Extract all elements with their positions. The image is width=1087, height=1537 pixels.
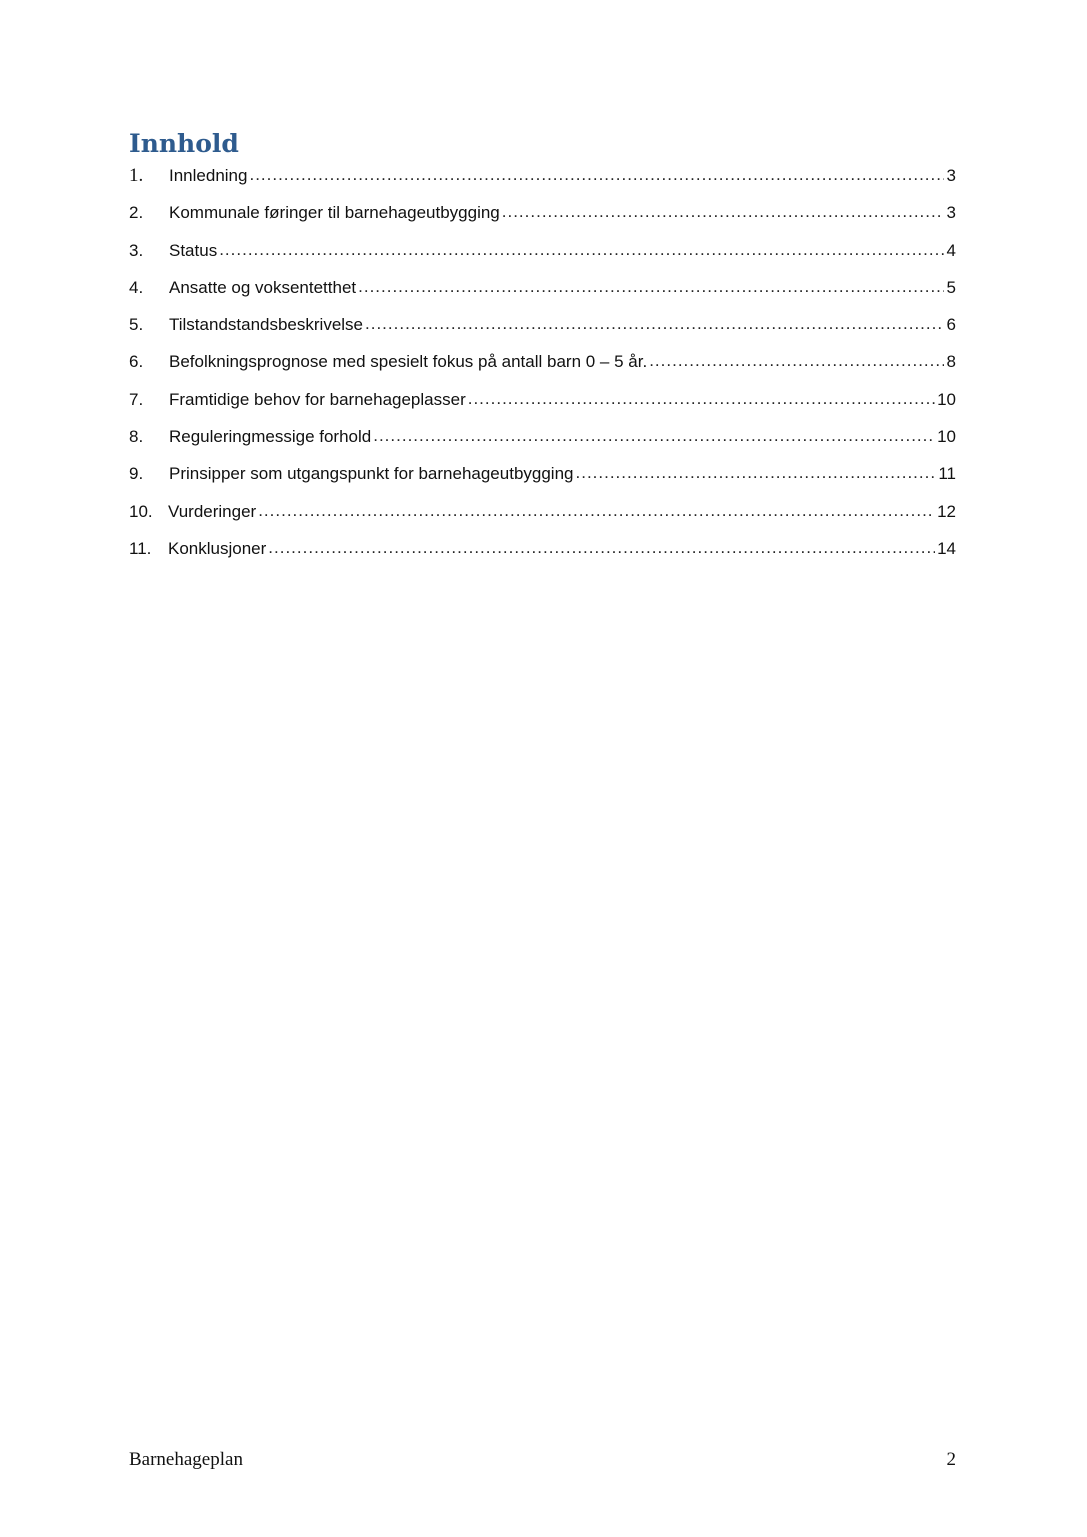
footer-document-title: Barnehageplan (129, 1449, 243, 1470)
toc-entry-title[interactable]: Innledning (169, 166, 248, 185)
toc-dot-leader (649, 345, 944, 377)
toc-entry[interactable] (129, 458, 956, 495)
toc-entry-page[interactable]: 4 (946, 240, 956, 260)
toc-dot-leader (468, 383, 935, 415)
toc-entry[interactable] (129, 384, 956, 421)
toc-dot-leader (268, 532, 935, 564)
toc-entry[interactable] (129, 160, 956, 197)
toc-entry-title[interactable]: Befolkningsprognose med spesielt fokus på antall barn 0 – 5 år. (169, 352, 648, 372)
toc-entry-page[interactable]: 8 (946, 352, 956, 372)
toc-entry-title[interactable]: Prinsipper som utgangspunkt for barnehageutbygging (169, 464, 574, 484)
footer-page-number: 2 (946, 1449, 956, 1470)
toc-dot-leader (502, 196, 944, 228)
table-of-contents (129, 160, 956, 570)
toc-entry-page[interactable]: 6 (946, 315, 956, 335)
toc-entry[interactable] (129, 421, 956, 458)
toc-dot-leader (249, 159, 944, 191)
toc-entry-page[interactable]: 11 (938, 464, 956, 484)
toc-dot-leader (373, 420, 935, 452)
toc-dot-leader (365, 308, 944, 340)
toc-entry[interactable] (129, 346, 956, 383)
toc-entry-number: 9. (129, 464, 144, 484)
toc-entry[interactable] (129, 272, 956, 309)
toc-dot-leader (576, 457, 937, 489)
toc-entry-title[interactable]: Konklusjoner (168, 538, 267, 558)
toc-entry-page[interactable]: 5 (946, 277, 956, 297)
toc-entry-page[interactable]: 14 (937, 538, 956, 558)
toc-entry[interactable] (129, 235, 956, 272)
toc-entry[interactable] (129, 197, 956, 234)
toc-entry-title[interactable]: Tilstandstandsbeskrivelse (169, 315, 364, 335)
toc-entry-title[interactable]: Vurderinger (168, 501, 257, 521)
toc-entry-page[interactable]: 12 (937, 501, 956, 521)
toc-entry-number: 2. (129, 203, 144, 223)
toc-entry[interactable] (129, 496, 956, 533)
toc-heading: Innhold (129, 129, 239, 158)
toc-entry-number: 11. (129, 538, 152, 558)
toc-entry-number: 5. (129, 315, 144, 335)
toc-entry-title[interactable]: Framtidige behov for barnehageplasser (169, 389, 466, 409)
toc-entry-number: 1. (129, 165, 144, 186)
toc-entry-page[interactable]: 10 (937, 427, 956, 447)
toc-entry-number: 3. (129, 240, 144, 260)
toc-entry-number: 8. (129, 427, 144, 447)
toc-entry-title[interactable]: Reguleringmessige forhold (169, 427, 372, 447)
toc-entry-page[interactable]: 3 (946, 203, 956, 223)
toc-entry-title[interactable]: Ansatte og voksentetthet (169, 277, 357, 297)
toc-entry[interactable] (129, 309, 956, 346)
toc-entry-number: 10. (129, 501, 153, 521)
toc-entry-number: 6. (129, 352, 144, 372)
toc-dot-leader (219, 234, 944, 266)
toc-entry-title[interactable]: Kommunale føringer til barnehageutbygging (169, 203, 500, 223)
toc-entry-page[interactable]: 3 (946, 166, 956, 185)
toc-entry[interactable] (129, 533, 956, 570)
toc-entry-page[interactable]: 10 (937, 389, 956, 409)
toc-dot-leader (358, 271, 944, 303)
toc-entry-number: 7. (129, 389, 144, 409)
toc-entry-title[interactable]: Status (169, 240, 218, 260)
toc-dot-leader (258, 495, 935, 527)
toc-entry-number: 4. (129, 277, 144, 297)
